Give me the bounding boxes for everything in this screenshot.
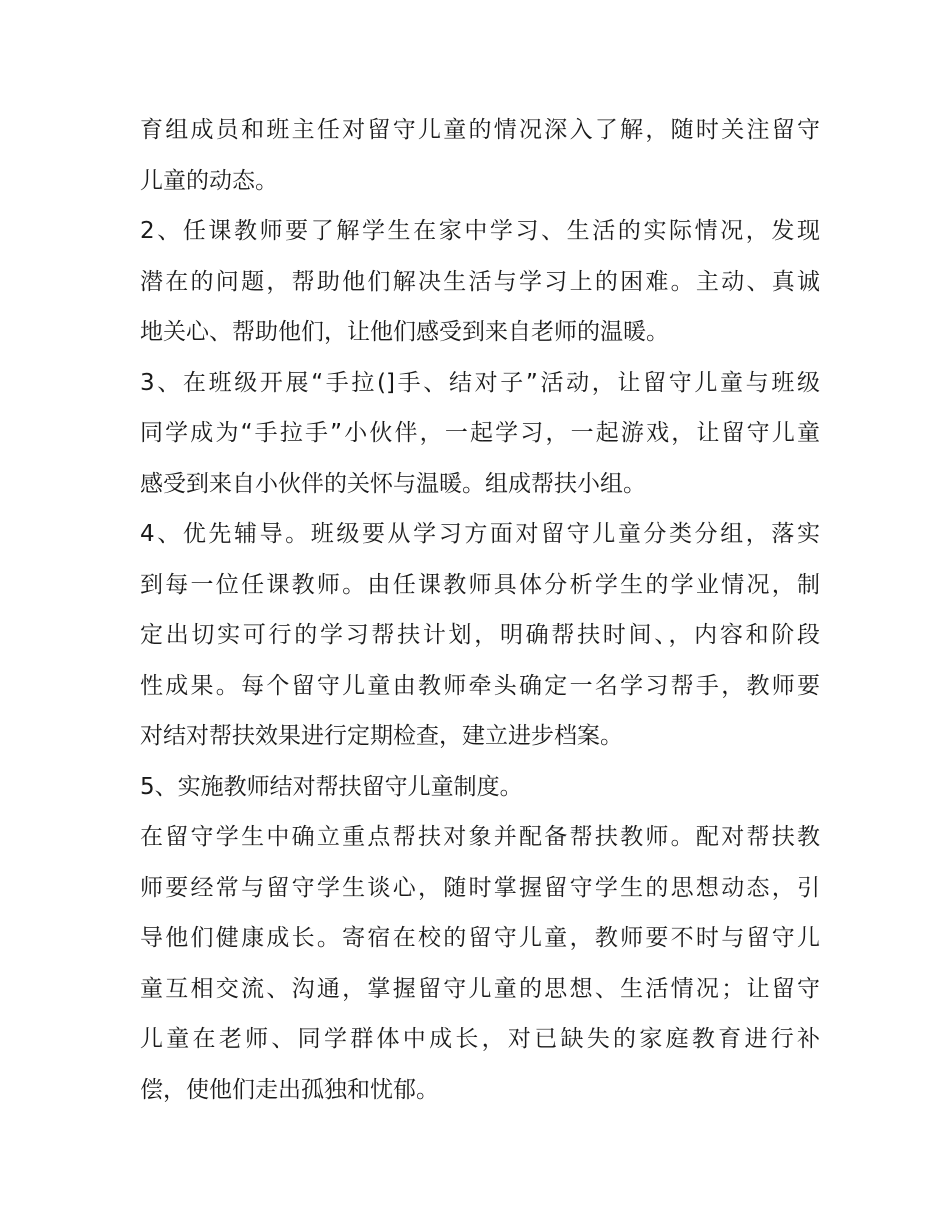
- text-line: 到每一位任课教师。由任课教师具体分析学生的学业情况，制: [140, 571, 820, 598]
- text-line: 地关心、帮助他们，让他们感受到来自老师的温暖。: [140, 319, 669, 345]
- text-line: 育组成员和班主任对留守儿童的情况深入了解，随时关注留守: [140, 117, 820, 143]
- text-line: 感受到来自小伙伴的关怀与温暖。组成帮扶小组。: [140, 470, 646, 497]
- text-line: 性成果。每个留守儿童由教师牵头确定一名学习帮手，教师要: [140, 672, 820, 699]
- text-line: 儿童的动态。: [140, 167, 278, 194]
- text-line: 师要经常与留守学生谈心，随时掌握留守学生的思想动态，引: [140, 874, 820, 901]
- text-line: 潜在的问题，帮助他们解决生活与学习上的困难。主动、真诚: [140, 268, 820, 295]
- text-line: 2、任课教师要了解学生在家中学习、生活的实际情况，发现: [140, 218, 820, 244]
- text-line: 4、优先辅导。班级要从学习方面对留守儿童分类分组，落实: [140, 521, 820, 547]
- text-line: 导他们健康成长。寄宿在校的留守儿童，教师要不时与留守儿: [140, 925, 820, 951]
- body-text: [140, 105, 820, 1115]
- text-line: 3、在班级开展“手拉(]手、结对子”活动，让留守儿童与班级: [140, 369, 820, 396]
- text-line: 在留守学生中确立重点帮扶对象并配备帮扶教师。配对帮扶教: [140, 824, 820, 850]
- text-line: 偿，使他们走出孤独和忧郁。: [140, 1076, 439, 1103]
- text-line: 对结对帮扶效果进行定期检查，建立进步档案。: [140, 723, 623, 749]
- text-line: 5、实施教师结对帮扶留守儿童制度。: [140, 773, 523, 800]
- text-line: 儿童在老师、同学群体中成长，对已缺失的家庭教育进行补: [140, 1026, 820, 1052]
- text-line: 定出切实可行的学习帮扶计划，明确帮扶时间、，内容和阶段: [140, 622, 820, 648]
- text-line: 同学成为“手拉手”小伙伴，一起学习，一起游戏，让留守儿童: [140, 420, 820, 446]
- text-line: 童互相交流、沟通，掌握留守儿童的思想、生活情况；让留守: [140, 975, 820, 1002]
